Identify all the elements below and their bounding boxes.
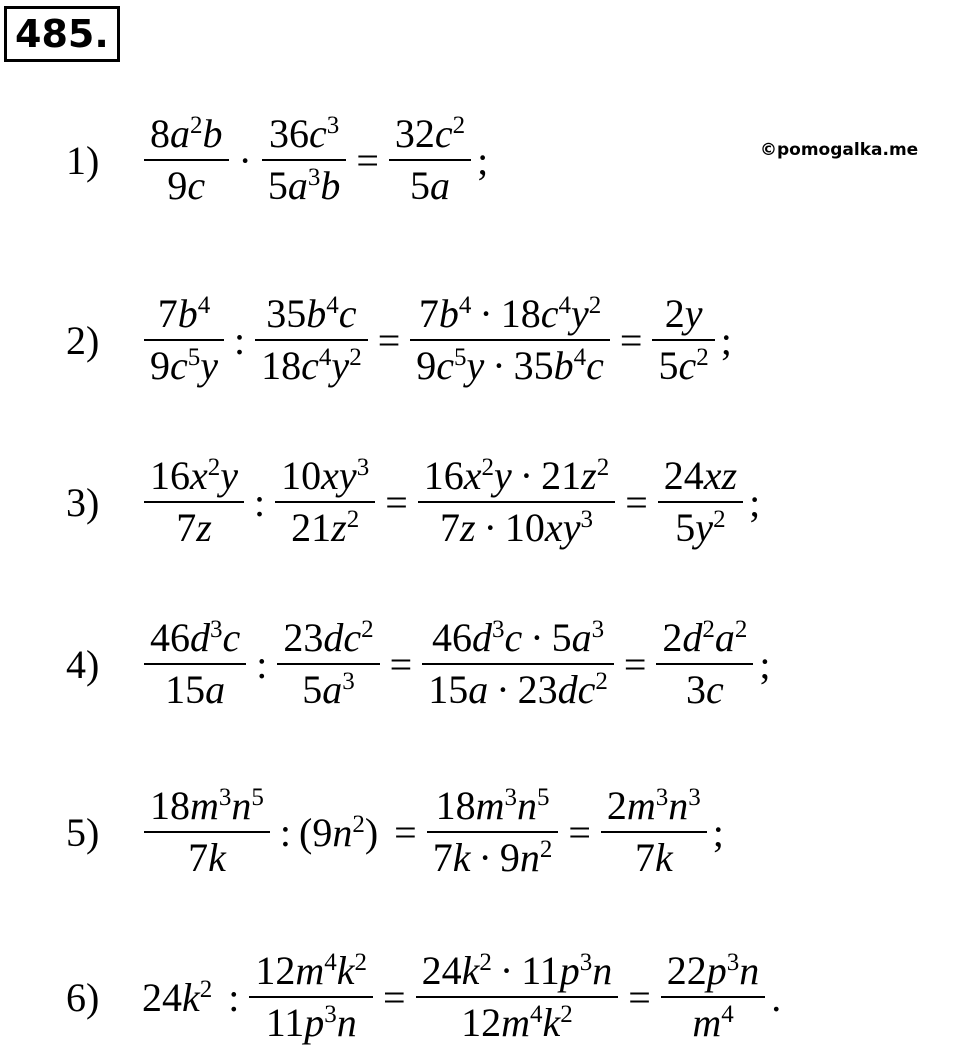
numerator: $23dc^2$ bbox=[283, 615, 374, 660]
solution-row-3 bbox=[66, 442, 760, 562]
solution-row-6 bbox=[66, 937, 781, 1057]
numerator: $16x^2y$ bbox=[150, 453, 239, 498]
fraction bbox=[275, 451, 375, 553]
numerator: $2d^2a^2$ bbox=[662, 615, 748, 660]
equals-sign: = bbox=[356, 137, 379, 183]
fraction bbox=[658, 451, 743, 553]
equals-sign: = bbox=[385, 479, 408, 525]
numerator: $7b^4 \cdot 18c^4y^2$ bbox=[418, 291, 602, 336]
numerator: 24xz bbox=[663, 453, 738, 498]
denominator: 7k bbox=[188, 835, 226, 880]
denominator: $5a^3b$ bbox=[267, 163, 341, 208]
numerator: $2m^3n^3$ bbox=[606, 783, 701, 828]
operator: : bbox=[228, 974, 240, 1020]
denominator: 7k bbox=[634, 835, 673, 880]
fraction bbox=[427, 781, 559, 883]
equals-sign: = bbox=[619, 317, 643, 363]
operator: : bbox=[256, 641, 268, 687]
fraction bbox=[418, 451, 615, 553]
watermark: ©pomogalka.me bbox=[760, 140, 919, 160]
fraction bbox=[422, 613, 614, 715]
fraction bbox=[249, 946, 373, 1048]
numerator: $24k^2 \cdot 11p^3n$ bbox=[421, 948, 613, 993]
denominator: 3c bbox=[686, 667, 724, 712]
numerator: $7b^4$ bbox=[157, 291, 211, 336]
item-label: 6) bbox=[66, 974, 100, 1020]
denominator: 15a bbox=[165, 667, 226, 712]
leading-term: $24k^2$ bbox=[142, 974, 213, 1020]
punctuation: ; bbox=[749, 479, 761, 525]
solution-row-4 bbox=[66, 604, 771, 724]
denominator: 5a bbox=[410, 163, 451, 208]
denominator: 9c bbox=[167, 163, 206, 208]
item-label: 4) bbox=[66, 641, 100, 687]
fraction bbox=[661, 946, 766, 1048]
problem-number: 485. bbox=[4, 6, 120, 62]
equals-sign: = bbox=[389, 641, 413, 687]
fraction bbox=[410, 289, 610, 391]
parenthesized-term: $(9n^2)$ bbox=[299, 809, 379, 855]
denominator: $18c^4y^2$ bbox=[261, 343, 362, 388]
numerator: $36c^3$ bbox=[268, 111, 340, 156]
numerator: $35b^4c$ bbox=[266, 291, 357, 336]
fraction bbox=[262, 109, 347, 211]
denominator: $7k \cdot 9n^2$ bbox=[432, 835, 553, 880]
equals-sign: = bbox=[383, 974, 406, 1020]
fraction bbox=[656, 613, 753, 715]
solution-row-1 bbox=[66, 100, 488, 220]
equals-sign: = bbox=[394, 809, 417, 855]
fraction bbox=[144, 109, 229, 211]
solution-row-5 bbox=[66, 772, 724, 892]
item-label: 1) bbox=[66, 137, 100, 183]
fraction bbox=[652, 289, 714, 391]
numerator: $18m^3n^5$ bbox=[435, 783, 550, 828]
fraction bbox=[277, 613, 379, 715]
equals-sign: = bbox=[625, 479, 648, 525]
numerator: $22p^3n$ bbox=[666, 948, 760, 993]
operator: : bbox=[254, 479, 266, 525]
denominator: $12m^4k^2$ bbox=[461, 1000, 573, 1045]
denominator: $21z^2$ bbox=[291, 505, 360, 550]
equals-sign: = bbox=[623, 641, 647, 687]
denominator: $5c^2$ bbox=[658, 343, 709, 388]
denominator: $7z \cdot 10xy^3$ bbox=[440, 505, 593, 550]
fraction bbox=[389, 109, 471, 211]
punctuation: . bbox=[771, 974, 782, 1020]
numerator: $16x^2y \cdot 21z^2$ bbox=[423, 453, 610, 498]
punctuation: ; bbox=[477, 137, 489, 183]
fraction bbox=[144, 613, 246, 715]
numerator: $8a^2b$ bbox=[150, 111, 223, 156]
item-label: 2) bbox=[66, 317, 100, 363]
denominator: 7z bbox=[176, 505, 212, 550]
numerator: $32c^2$ bbox=[394, 111, 466, 156]
denominator: $9c^5y \cdot 35b^4c$ bbox=[416, 343, 604, 388]
numerator: $46d^3c \cdot 5a^3$ bbox=[431, 615, 605, 660]
fraction bbox=[255, 289, 368, 391]
fraction bbox=[601, 781, 707, 883]
fraction bbox=[144, 451, 244, 553]
numerator: $10xy^3$ bbox=[281, 453, 370, 498]
numerator: $18m^3n^5$ bbox=[150, 783, 264, 828]
operator: : bbox=[279, 809, 292, 855]
punctuation: ; bbox=[759, 641, 771, 687]
equals-sign: = bbox=[377, 317, 401, 363]
denominator: $15a \cdot 23dc^2$ bbox=[428, 667, 608, 712]
fraction bbox=[416, 946, 619, 1048]
denominator: $9c^5y$ bbox=[150, 343, 219, 388]
punctuation: ; bbox=[720, 317, 732, 363]
solution-row-2 bbox=[66, 280, 732, 400]
operator: · bbox=[238, 137, 252, 183]
fraction bbox=[144, 781, 270, 883]
item-label: 3) bbox=[66, 479, 100, 525]
denominator: $5y^2$ bbox=[675, 505, 726, 550]
fraction bbox=[144, 289, 224, 391]
equals-sign: = bbox=[568, 809, 591, 855]
equals-sign: = bbox=[628, 974, 651, 1020]
denominator: $11p^3n$ bbox=[265, 1000, 357, 1045]
item-label: 5) bbox=[66, 809, 100, 855]
numerator: $46d^3c$ bbox=[150, 615, 241, 660]
operator: : bbox=[234, 317, 246, 363]
denominator: $m^4$ bbox=[692, 1000, 734, 1045]
punctuation: ; bbox=[712, 809, 724, 855]
numerator: 2y bbox=[664, 291, 703, 336]
numerator: $12m^4k^2$ bbox=[255, 948, 368, 993]
denominator: $5a^3$ bbox=[302, 667, 355, 712]
